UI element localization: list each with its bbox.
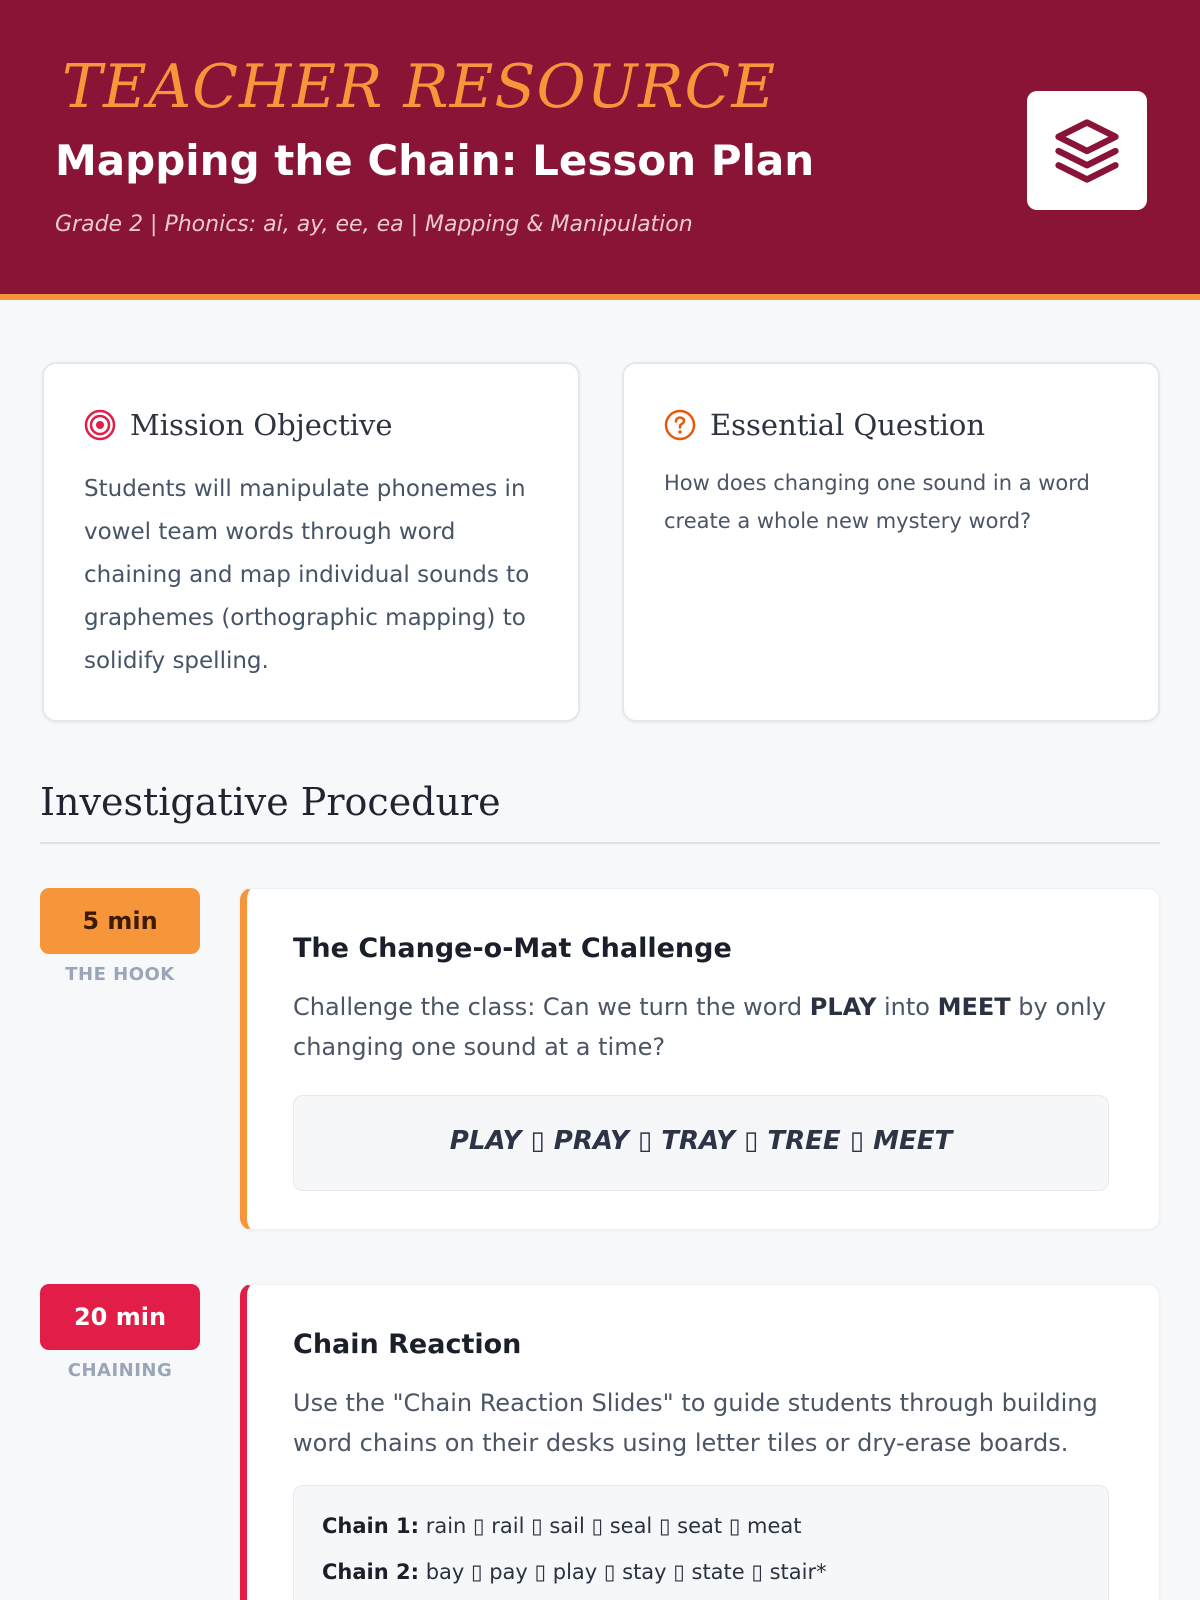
layers-icon <box>1049 113 1125 189</box>
question-circle-icon <box>664 409 696 441</box>
step-1-chain: PLAY ▯ PRAY ▯ TRAY ▯ TREE ▯ MEET <box>449 1126 953 1156</box>
question-card <box>622 362 1160 722</box>
page-header <box>0 0 1200 300</box>
step-2-chain-box <box>293 1485 1109 1600</box>
objective-header <box>84 408 393 442</box>
chain-2-label: Chain 2: <box>322 1560 420 1584</box>
step-1-word-end: MEET <box>937 993 1011 1021</box>
step-1-chain-box <box>293 1095 1109 1191</box>
step-1-title: The Change-o-Mat Challenge <box>293 933 732 964</box>
step-2-card <box>240 1284 1160 1600</box>
chain-1-words: rain ▯ rail ▯ sail ▯ seal ▯ seat ▯ meat <box>419 1514 802 1538</box>
objective-card <box>42 362 580 722</box>
step-2-phase: CHAINING <box>67 1360 173 1381</box>
chain-row-2 <box>322 1560 827 1584</box>
header-eyebrow: TEACHER RESOURCE <box>62 52 777 122</box>
objective-title: Mission Objective <box>130 408 393 442</box>
step-1-text-e: by only changing one sound at a time? <box>293 993 1107 1061</box>
step-1-text-a: Challenge the class: Can we turn the word <box>293 993 810 1021</box>
objective-body: Students will manipulate phonemes in vowel team words through word chaining and map individual sounds to graphemes (orthographic mapping) to solidify spelling. <box>84 476 530 674</box>
step-1-time: 5 min <box>40 888 200 954</box>
step-1-text <box>293 987 1113 1067</box>
question-title: Essential Question <box>710 408 986 442</box>
chain-1-label: Chain 1: <box>322 1514 420 1538</box>
procedure-title: Investigative Procedure <box>40 780 501 824</box>
question-body: How does changing one sound in a word create a whole new mystery word? <box>664 471 1090 533</box>
step-1-phase: THE HOOK <box>65 964 175 985</box>
step-1-card <box>240 888 1160 1230</box>
page-subtitle: Grade 2 | Phonics: ai, ay, ee, ea | Mapping & Manipulation <box>55 212 693 237</box>
step-2-time: 20 min <box>40 1284 200 1350</box>
step-2-title: Chain Reaction <box>293 1329 522 1360</box>
page-title: Mapping the Chain: Lesson Plan <box>55 136 815 185</box>
section-divider <box>40 842 1160 844</box>
step-1-word-start: PLAY <box>809 993 877 1021</box>
chain-2-words: bay ▯ pay ▯ play ▯ stay ▯ state ▯ stair* <box>419 1560 827 1584</box>
question-header <box>664 408 985 442</box>
chain-row-1 <box>322 1514 802 1538</box>
step-2-text: Use the "Chain Reaction Slides" to guide students through building word chains on their desks using letter tiles or dry-erase boards. <box>293 1389 1098 1457</box>
target-icon <box>84 409 116 441</box>
logo-badge <box>1027 91 1147 210</box>
step-1-text-c: into <box>876 993 938 1021</box>
